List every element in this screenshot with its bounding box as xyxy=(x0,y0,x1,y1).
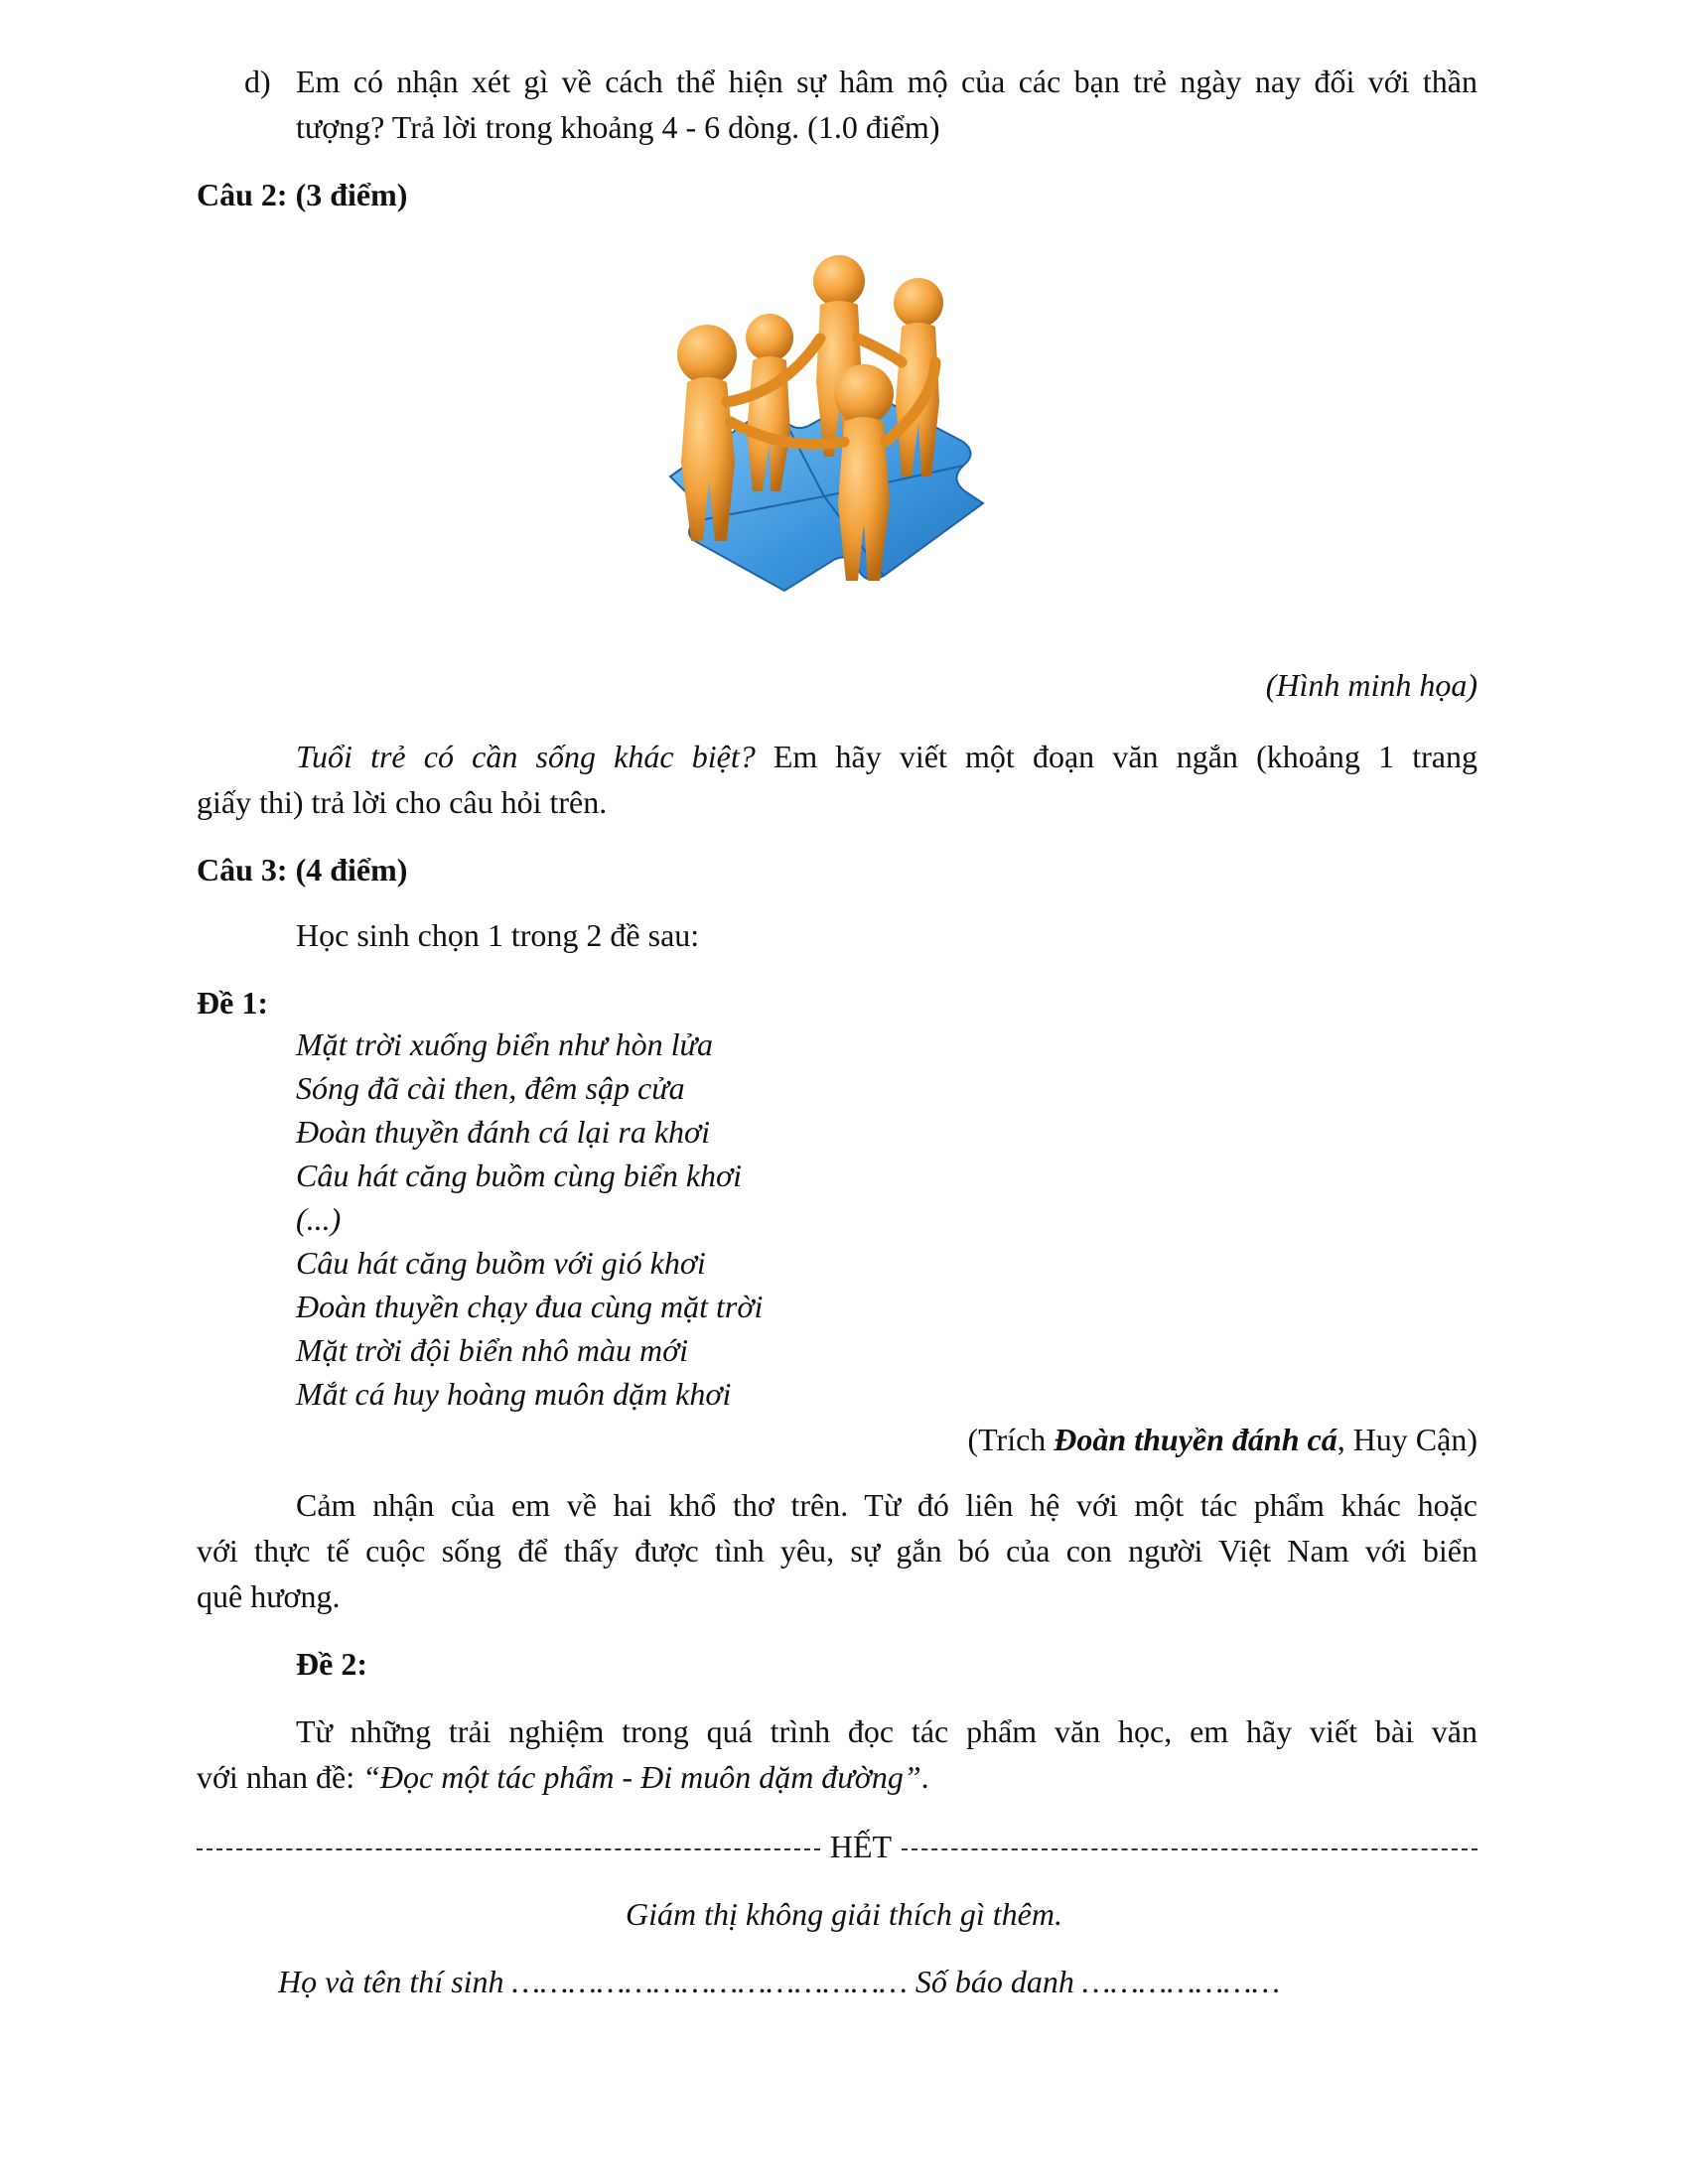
de-1-task-line-3: quê hương. xyxy=(197,1578,341,1614)
poem-line: Mặt trời xuống biển như hòn lửa xyxy=(296,1026,713,1062)
question-1d-line-2: tượng? Trả lời trong khoảng 4 - 6 dòng. (1.0 điểm) xyxy=(296,109,940,145)
question-3-instruction: Học sinh chọn 1 trong 2 đề sau: xyxy=(296,917,700,953)
question-3-heading: Câu 3: (4 điểm) xyxy=(197,852,408,887)
de-2-task-title: “Đọc một tác phẩm - Đi muôn dặm đường” xyxy=(362,1759,921,1795)
poem-source xyxy=(967,1418,1477,1461)
candidate-id-dots: ………………… xyxy=(1081,1964,1281,1999)
puzzle-people-icon xyxy=(635,243,1023,630)
question-2-heading: Câu 2: (3 điểm) xyxy=(197,177,408,212)
poem-source-title: Đoàn thuyền đánh cá xyxy=(1054,1422,1337,1457)
poem-ellipsis: (...) xyxy=(296,1201,342,1237)
de-1-heading: Đề 1: xyxy=(197,985,268,1021)
poem-source-prefix: (Trích xyxy=(967,1422,1055,1457)
poem-line: Đoàn thuyền đánh cá lại ra khơi xyxy=(296,1114,711,1150)
divider-dashes-left xyxy=(197,1848,820,1850)
candidate-name-dots: …………………………………… xyxy=(511,1964,908,1999)
de-2-task-suffix: . xyxy=(920,1759,929,1795)
question-2-prompt-line-1 xyxy=(296,735,1477,778)
poem-line: Câu hát căng buồm với gió khơi xyxy=(296,1245,706,1281)
question-2-prompt-rest: Em hãy viết một đoạn văn ngắn (khoảng 1 trang xyxy=(755,739,1478,774)
poem-line: Đoàn thuyền chạy đua cùng mặt trời xyxy=(296,1289,764,1324)
de-2-heading: Đề 2: xyxy=(296,1646,367,1682)
proctor-note: Giám thị không giải thích gì thêm. xyxy=(626,1896,1062,1932)
de-1-task-line-1: Cảm nhận của em về hai khổ thơ trên. Từ đó liên hệ với một tác phẩm khác hoặc xyxy=(296,1487,1477,1523)
question-1d-line-1: Em có nhận xét gì về cách thể hiện sự hâm mộ của các bạn trẻ ngày nay đối với thần xyxy=(296,64,1477,99)
de-2-task-line-1: Từ những trải nghiệm trong quá trình đọc tác phẩm văn học, em hãy viết bài văn xyxy=(296,1713,1477,1749)
poem-line: Sóng đã cài then, đêm sập cửa xyxy=(296,1070,685,1106)
poem-line: Câu hát căng buồm cùng biển khơi xyxy=(296,1158,743,1193)
question-item-marker: d) xyxy=(244,64,271,99)
poem-source-suffix: , Huy Cận) xyxy=(1336,1422,1477,1457)
question-2-prompt-line-2: giấy thi) trả lời cho câu hỏi trên. xyxy=(197,784,608,820)
poem-line: Mắt cá huy hoàng muôn dặm khơi xyxy=(296,1376,732,1412)
de-2-task-line-2 xyxy=(197,1755,929,1799)
candidate-info xyxy=(278,1960,1280,2003)
image-caption: (Hình minh họa) xyxy=(1265,667,1477,703)
de-1-task-line-2: với thực tế cuộc sống để thấy được tình yêu, sự gắn bó của con người Việt Nam với biển xyxy=(197,1533,1477,1569)
de-2-task-prefix: với nhan đề: xyxy=(197,1759,363,1795)
question-2-prompt-italic: Tuổi trẻ có cần sống khác biệt? xyxy=(296,739,756,774)
divider-dashes-right xyxy=(902,1848,1477,1850)
poem-line: Mặt trời đội biển nhô màu mới xyxy=(296,1332,689,1368)
end-divider xyxy=(197,1825,1477,1868)
candidate-id-label: Số báo danh xyxy=(914,1964,1074,1999)
end-marker: HẾT xyxy=(829,1829,893,1864)
candidate-name-label: Họ và tên thí sinh xyxy=(278,1964,504,1999)
